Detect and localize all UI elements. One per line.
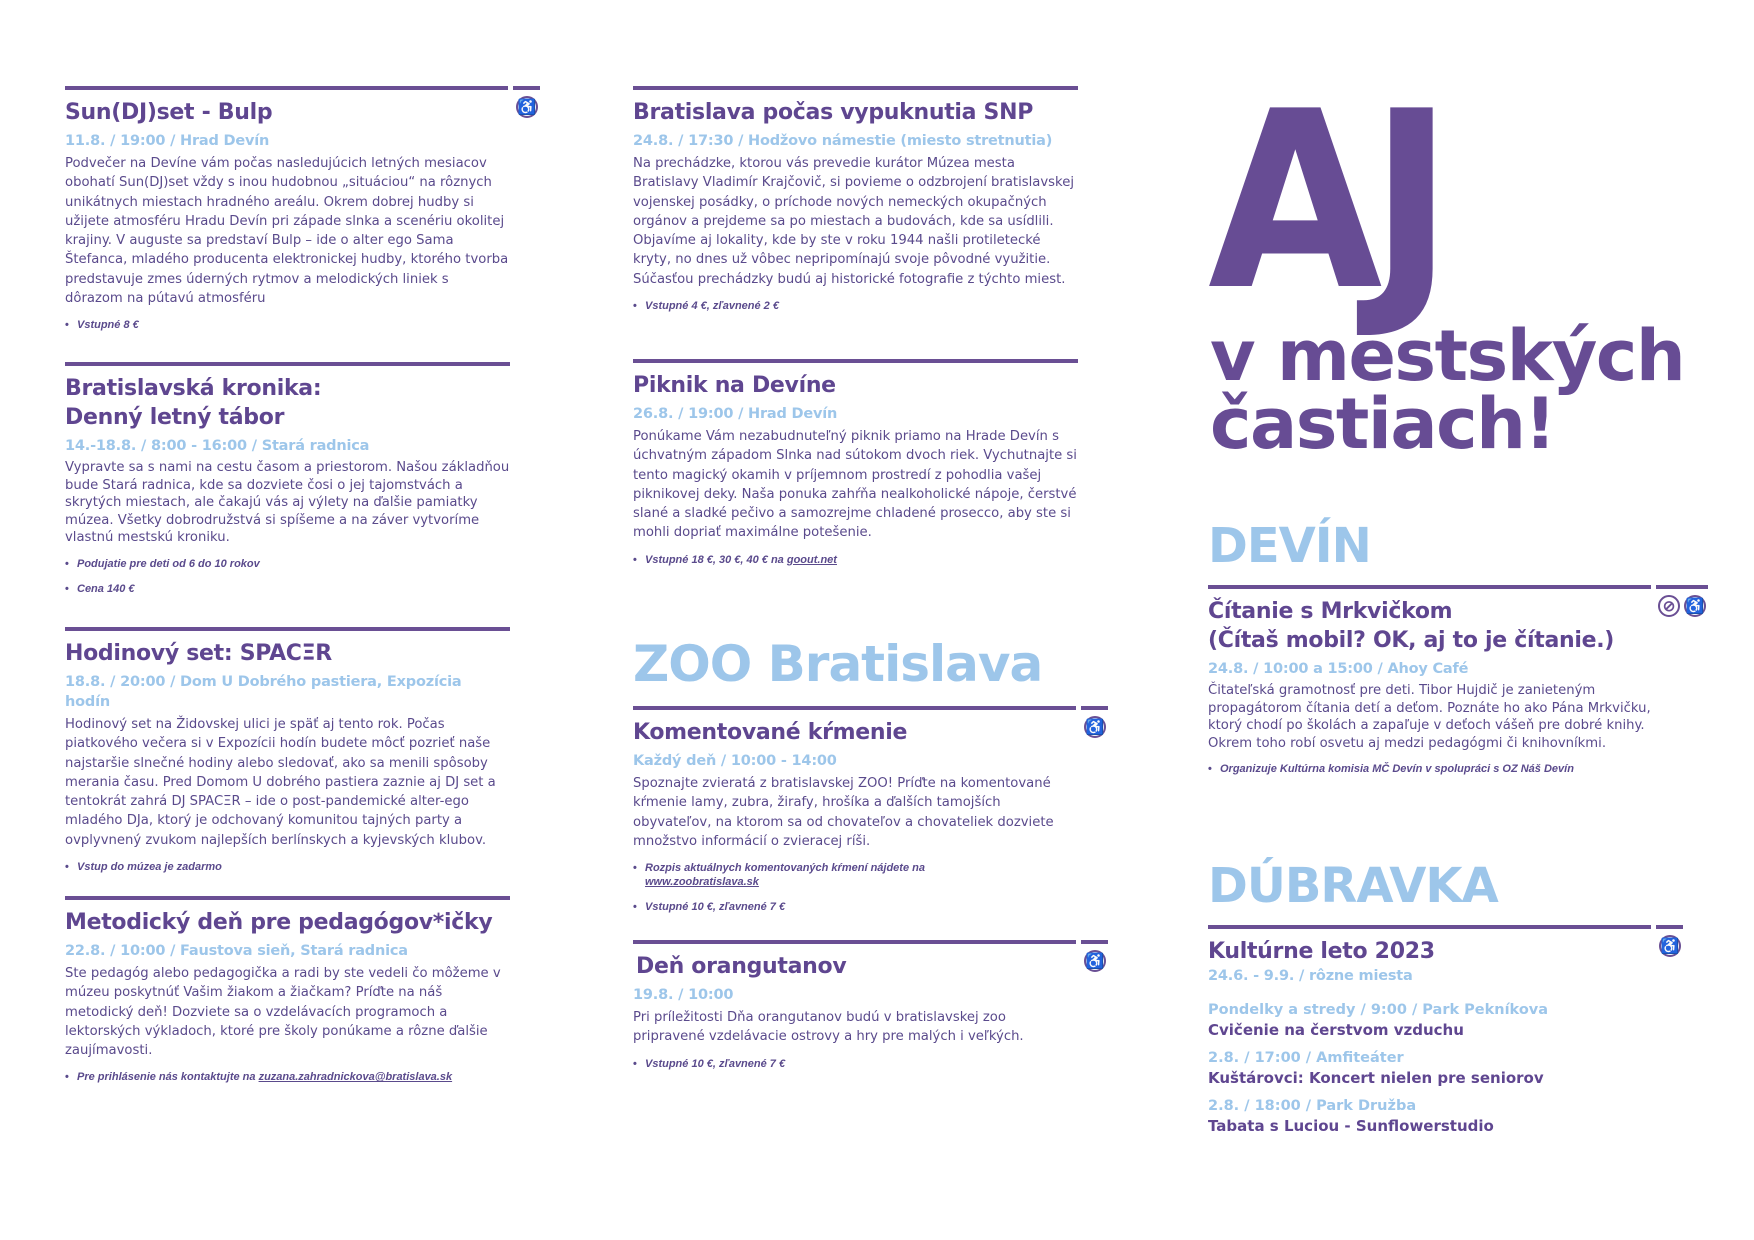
event-title-line2: Denný letný tábor xyxy=(65,405,285,430)
divider-icon-segment xyxy=(1656,925,1683,929)
event-meta: 26.8. / 19:00 / Hrad Devín xyxy=(633,406,838,422)
event-title: Kultúrne leto 2023 xyxy=(1208,939,1435,964)
event-meta: 18.8. / 20:00 / Dom U Dobrého pastiera, Expozícia hodín xyxy=(65,674,462,710)
schedule-meta: 2.8. / 18:00 / Park Družba xyxy=(1208,1098,1417,1114)
event-description: Podvečer na Devíne vám počas nasledujúcich letných mesiacov obohatí Sun(DJ)set vždy s inou hudobnou „situáciou“ na rôznych unikátnych miestach hradného areálu. Okrem dobrej hudby si užijete atmosféru Hradu Devín pri západe slnka a scenériu okolitej krajiny. V auguste sa predstaví Bulp – ide o alter ego Sama Štefanca, mladého producenta elektronickej hudby, ktorého tvorba predstavuje zmes úderných rytmov a melodických liniek s dôrazom na pútavú atmosféru xyxy=(65,156,509,307)
event-note: • Podujatie pre deti od 6 do 10 rokov xyxy=(65,557,510,571)
event-meta: 24.8. / 10:00 a 15:00 / Ahoy Café xyxy=(1208,661,1469,677)
event-kronika xyxy=(65,362,510,607)
event-meta: 22.8. / 10:00 / Faustova sieň, Stará radnica xyxy=(65,943,408,959)
event-description: Vypravte sa s nami na cestu časom a priestorom. Našou základňou bude Stará radnica, kde sa dozviete čosi o jej tajomstvách a skrytých miestach, ale čakajú vás aj výlety na ďalšie pamiatky múzea. Všetky dobrodružstvá si spíšeme a na záver vytvoríme vlastnú mestskú kroniku. xyxy=(65,460,510,545)
divider-icon-segment xyxy=(513,86,540,90)
goout-link[interactable]: goout.net xyxy=(786,553,837,566)
schedule-meta: 2.8. / 17:00 / Amfiteáter xyxy=(1208,1050,1404,1066)
event-note xyxy=(65,1070,510,1084)
event-title: Bratislavská kronika: xyxy=(65,376,322,401)
event-note xyxy=(633,861,963,889)
event-title: Metodický deň pre pedagógov*ičky xyxy=(65,910,493,935)
event-description: Na prechádzke, ktorou vás prevedie kurátor Múzea mesta Bratislavy Vladimír Krajčovič, si povieme o odzbrojení bratislavskej vojenskej posádky, o príchode nových nemeckých okupačných orgánov a prejdeme sa po miestach a budovách, kde sa usídlili. Objavíme aj lokality, kde by ste v roku 1944 našli protiletecké kryty, no dnes už vôbec nepripomínajú svoje pôvodné využitie. Súčasťou prechádzky budú aj historické fotografie z týchto miest. xyxy=(633,156,1074,287)
event-description: Ponúkame Vám nezabudnuteľný piknik priamo na Hrade Devín s úchvatným západom Slnka nad sútokom dvoch riek. Vychutnajte si tento magický okamih v príjemnom prostredí z pohodlia vašej piknikovej deky. Naša ponuka zahŕňa nealkoholické nápoje, čerstvé slané a sladké pečivo a samozrejme chladené prosecco, aby ste si mohli dopriať maximálne potešenie. xyxy=(633,429,1077,541)
event-description: Hodinový set na Židovskej ulici je späť aj tento rok. Počas piatkového večera si v Expozícii hodín budete môcť pozrieť naše najstaršie slnečné hodiny alebo sledovať, ako sa menili spôsoby merania času. Pred Domom U dobrého pastiera zaznie aj DJ set a tentokrát zahrá DJ SPACΞR – ide o post-pandemické alter-ego mladého DJa, ktorý je odchovaný komunitou tajných party a ovplyvnený zvukom najlepších berlínskych a kyjevských klubov. xyxy=(65,717,496,848)
divider xyxy=(633,940,1076,944)
event-note: • Vstupné 8 € xyxy=(65,318,540,332)
divider-icon-segment xyxy=(1081,940,1108,944)
event-metodicky-den xyxy=(65,896,510,1095)
district-dubravka-heading: DÚBRAVKA xyxy=(1208,858,1498,914)
event-kulturne-leto xyxy=(1208,925,1683,1144)
event-note: • Vstupné 4 €, zľavnené 2 € xyxy=(633,299,1078,313)
divider-icon-segment xyxy=(1081,706,1108,710)
event-hodinovy-set xyxy=(65,627,510,885)
event-piknik xyxy=(633,359,1078,578)
event-description: Spoznajte zvieratá z bratislavskej ZOO! Príďte na komentované kŕmenie lamy, zubra, žirafy, hrošíka a ďalších tamojších obyvateľov, na ktorom sa od chovateľov a chovateliek dozviete množstvo informácií o zvieracej ríši. xyxy=(633,776,1054,849)
event-citanie xyxy=(1208,585,1708,787)
event-meta: 24.8. / 17:30 / Hodžovo námestie (miesto stretnutia) xyxy=(633,133,1053,149)
event-title: Deň orangutanov xyxy=(636,954,847,979)
divider xyxy=(65,362,510,366)
divider xyxy=(633,359,1078,363)
event-snp xyxy=(633,86,1078,324)
event-meta: 24.6. - 9.9. / rôzne miesta xyxy=(1208,968,1413,984)
event-note: • Vstup do múzea je zadarmo xyxy=(65,860,510,874)
schedule-name: Kuštárovci: Koncert nielen pre seniorov xyxy=(1208,1069,1544,1087)
wheelchair-icon: ♿ xyxy=(1084,716,1106,738)
event-title: Piknik na Devíne xyxy=(633,373,836,398)
event-note xyxy=(633,553,1078,567)
event-meta: 19.8. / 10:00 xyxy=(633,987,734,1003)
divider xyxy=(1208,925,1651,929)
event-title: Komentované kŕmenie xyxy=(633,720,908,745)
event-note: • Vstupné 10 €, zľavnené 7 € xyxy=(633,1057,1108,1071)
event-description: Čitateľská gramotnosť pre deti. Tibor Hujdič je zanieteným propagátorom čítania detí a deťom. Poznáte ho ako Pána Mrkvičku, ktorý chodí po školách a zapaľuje v deťoch vášeň pre dobré knihy. Okrem toho robí osvetu aj medzi pedagógmi či knihovníkmi. xyxy=(1208,683,1651,751)
event-title: Sun(DJ)set - Bulp xyxy=(65,100,273,125)
district-devin-heading: DEVÍN xyxy=(1208,518,1371,574)
wheelchair-icon: ♿ xyxy=(516,96,538,118)
divider xyxy=(65,896,510,900)
event-meta: 14.-18.8. / 8:00 - 16:00 / Stará radnica xyxy=(65,438,370,454)
event-komentovane-krmenie xyxy=(633,706,1108,925)
event-sundjset xyxy=(65,86,540,343)
schedule-list xyxy=(1208,1000,1683,1136)
note-text: Rozpis aktuálnych komentovaných kŕmení nájdete na xyxy=(645,862,925,875)
hero-subtitle xyxy=(1210,315,1685,465)
event-meta: Každý deň / 10:00 - 14:00 xyxy=(633,753,837,769)
wheelchair-icon: ♿ xyxy=(1659,935,1681,957)
eye-off-icon: ⊘ xyxy=(1658,595,1680,617)
note-text: Pre prihlásenie nás kontaktujte na xyxy=(77,1071,259,1084)
event-description: Pri príležitosti Dňa orangutanov budú v bratislavskej zoo pripravené vzdelávacie ostrovy a hry pre malých i veľkých. xyxy=(633,1010,1024,1045)
divider xyxy=(633,706,1076,710)
event-description: Ste pedagóg alebo pedagogička a radi by ste vedeli čo môžeme v múzeu poskytnúť Vašim žiakom a žiačkam? Príďte na náš metodický deň! Dozviete sa o vzdelávacích programoch a lektorských výkladoch, ktoré pre školy ponúkame a rôzne ďalšie zaujímavosti. xyxy=(65,966,501,1059)
wheelchair-icon: ♿ xyxy=(1084,950,1106,972)
hero-aj: AJ xyxy=(1208,59,1441,344)
event-title: Bratislava počas vypuknutia SNP xyxy=(633,100,1034,125)
event-note: • Vstupné 10 €, zľavnené 7 € xyxy=(633,900,963,914)
divider xyxy=(65,627,510,631)
wheelchair-icon: ♿ xyxy=(1684,595,1706,617)
hero-line2: častiach! xyxy=(1210,383,1555,465)
event-title-line2: (Čítaš mobil? OK, aj to je čítanie.) xyxy=(1208,628,1615,653)
zoo-link[interactable]: www.zoobratislava.sk xyxy=(645,876,759,889)
divider xyxy=(1208,585,1651,589)
event-note: • Organizuje Kultúrna komisia MČ Devín v spolupráci s OZ Náš Devín xyxy=(1208,762,1708,776)
event-note: • Cena 140 € xyxy=(65,582,510,596)
zoo-heading: ZOO Bratislava xyxy=(633,635,1043,693)
divider xyxy=(65,86,508,90)
event-title: Čítanie s Mrkvičkom xyxy=(1208,599,1453,624)
schedule-meta: Pondelky a stredy / 9:00 / Park Pekníkova xyxy=(1208,1002,1549,1018)
divider-icon-segment xyxy=(1656,585,1708,589)
divider xyxy=(633,86,1078,90)
email-link[interactable]: zuzana.zahradnickova@bratislava.sk xyxy=(258,1071,453,1084)
schedule-name: Tabata s Luciou - Sunflowerstudio xyxy=(1208,1117,1494,1135)
note-text: Vstupné 18 €, 30 €, 40 € na xyxy=(645,553,787,566)
hero-line1: v mestských xyxy=(1210,315,1685,397)
event-den-orangutanov xyxy=(633,940,1108,1082)
event-title: Hodinový set: SPACΞR xyxy=(65,641,332,666)
event-meta: 11.8. / 19:00 / Hrad Devín xyxy=(65,133,270,149)
schedule-name: Cvičenie na čerstvom vzduchu xyxy=(1208,1021,1464,1039)
